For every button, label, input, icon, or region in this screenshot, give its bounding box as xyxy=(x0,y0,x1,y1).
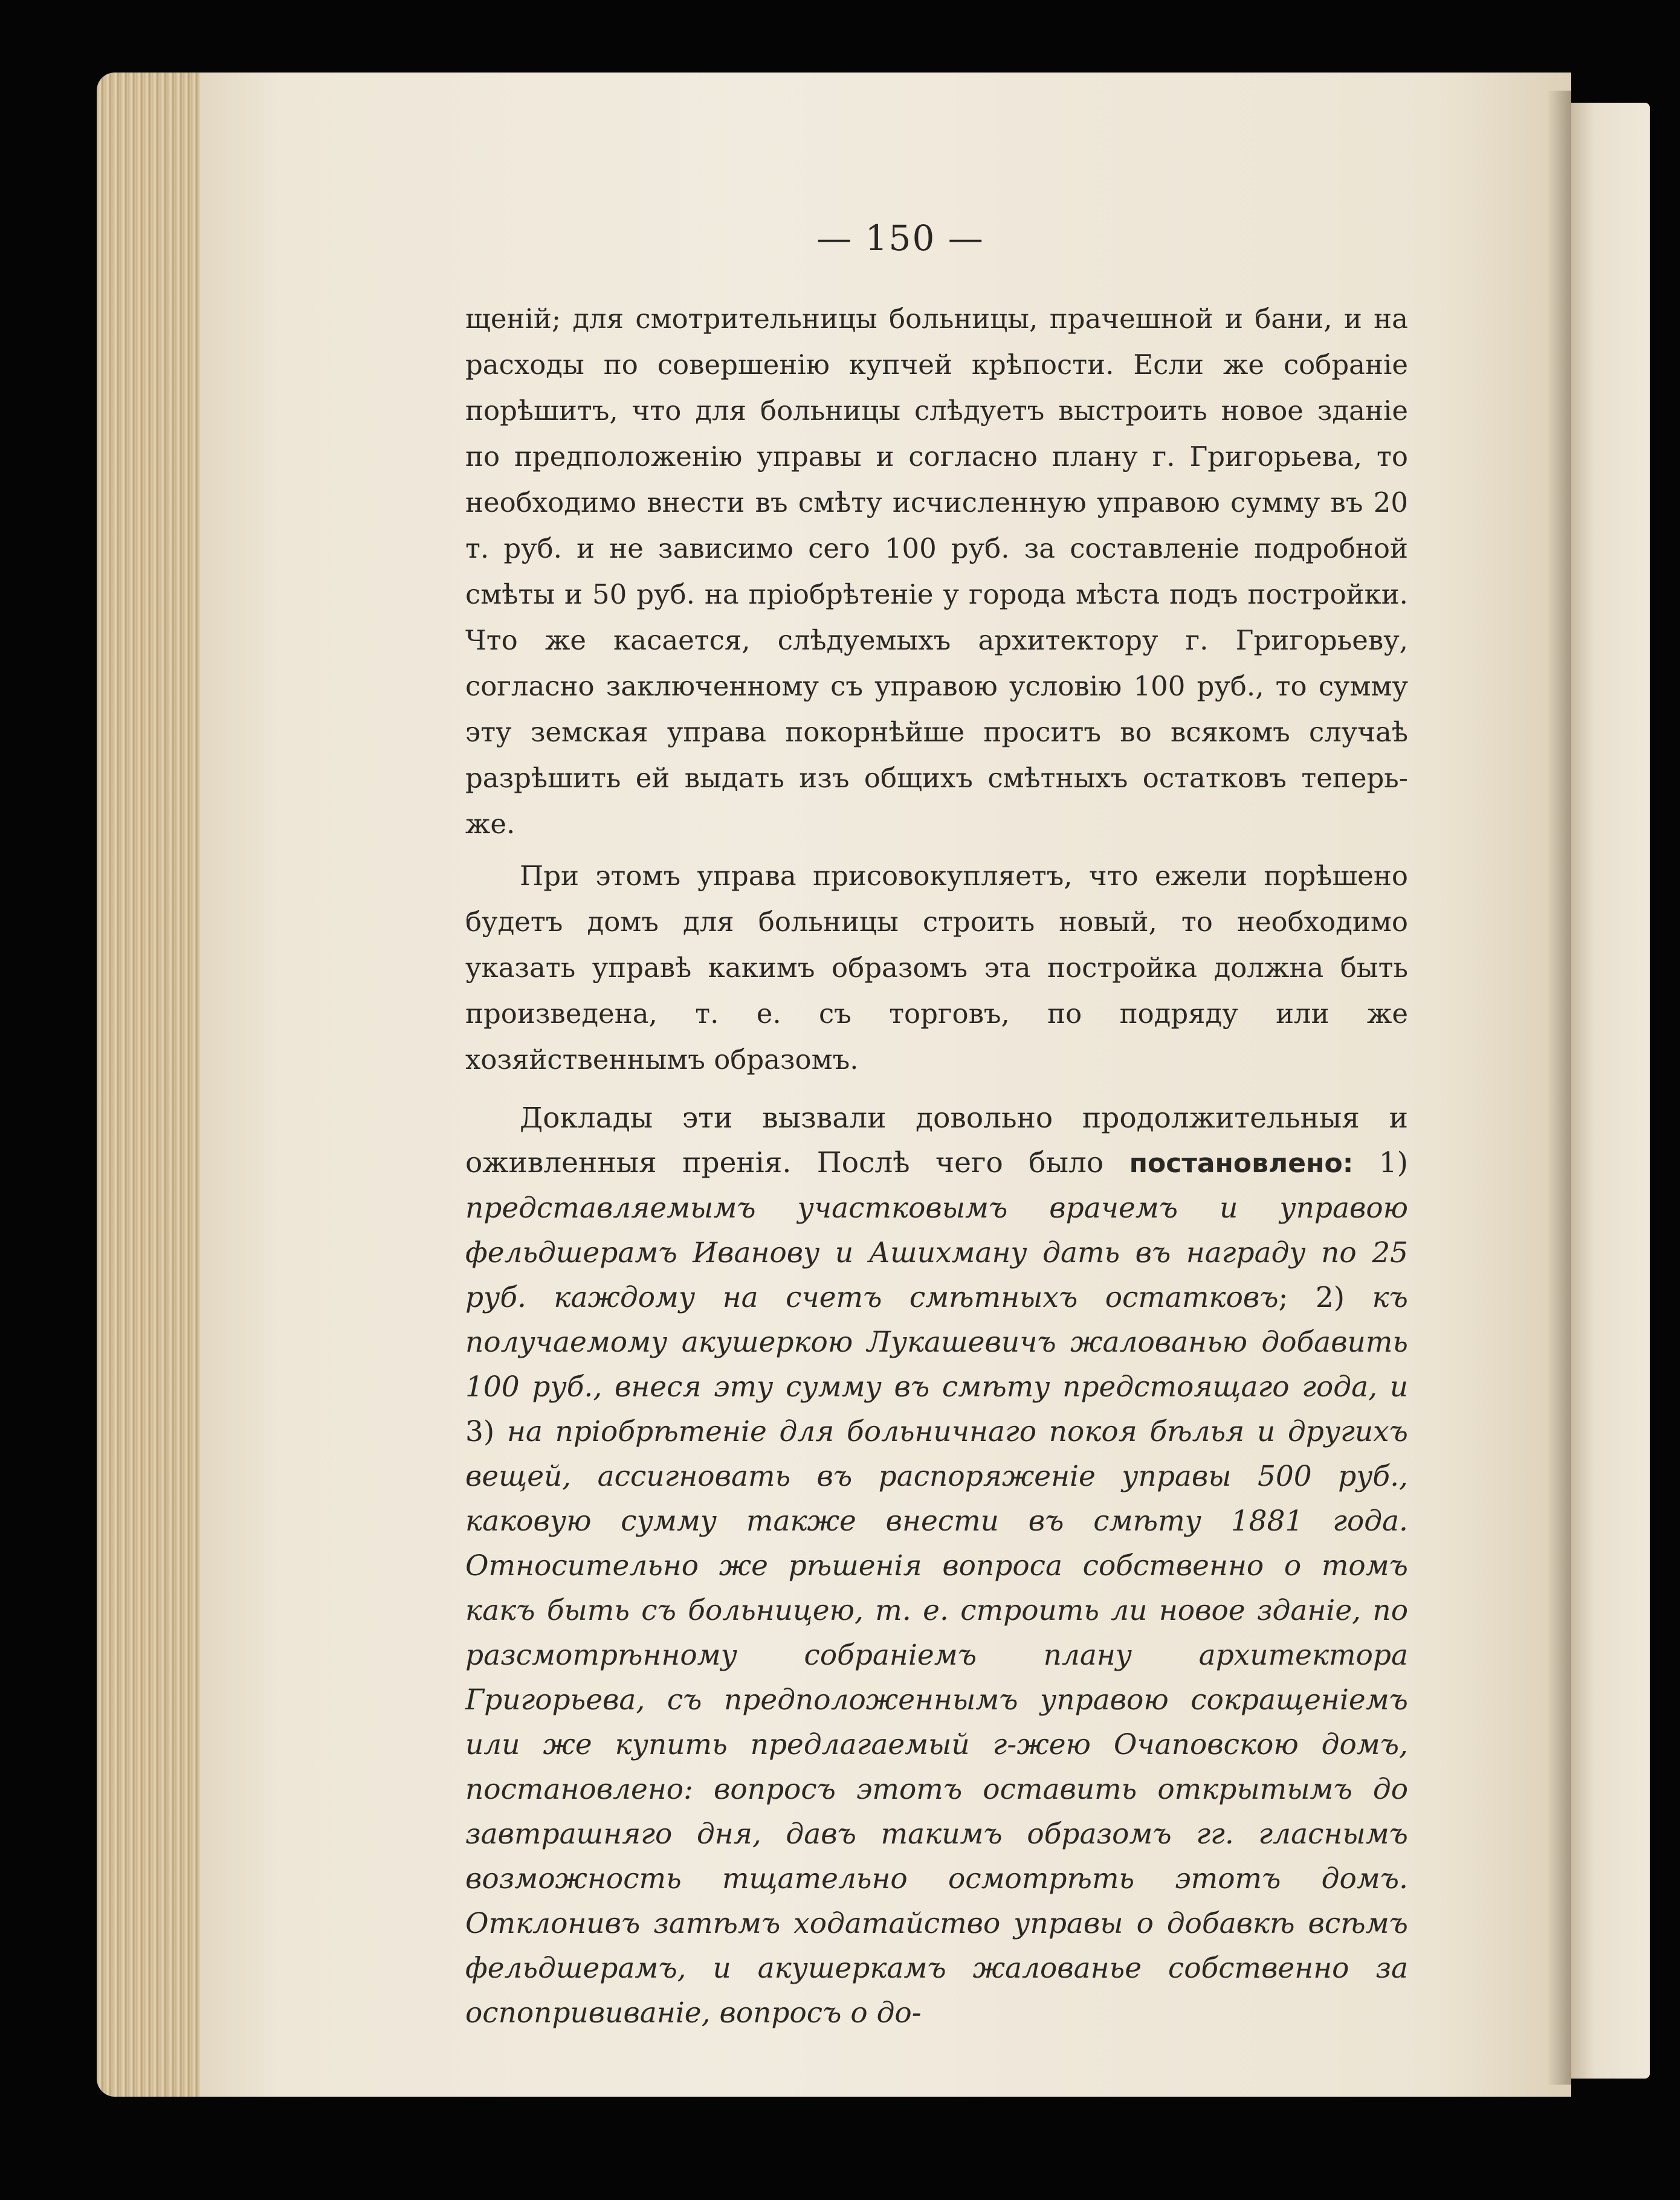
item-number-2: ; 2) xyxy=(1278,1281,1372,1314)
resolution-item-1: представляемымъ участковымъ врачемъ и управою фельдшерамъ Иванову и Ашихману дать въ награду по 25 руб. каждому на счетъ смѣтныхъ остатковъ xyxy=(465,1192,1408,1314)
item-number-1: 1) xyxy=(1353,1146,1408,1179)
resolution-keyword: постановлено: xyxy=(1129,1148,1354,1179)
paragraph-3-intro: Доклады эти вызвали довольно продолжительныя и оживленныя пренія. Послѣ чего было xyxy=(465,1102,1408,1179)
paragraph-2: При этомъ управа присовокупляетъ, что ежели порѣшено будетъ домъ для больницы строить новый, то необходимо указать управѣ какимъ образомъ эта постройка должна быть произведена, т. е. съ торговъ, по подряду или же хозяйственнымъ образомъ. xyxy=(465,860,1408,1076)
page-number: — 150 — xyxy=(816,218,984,259)
resolution-item-3: на пріобрѣтеніе для больничнаго покоя бѣлья и другихъ вещей, ассигновать въ распоряженіе управы 500 руб., каковую сумму также внести въ смѣту 1881 года. Относительно же рѣшенія вопроса собственно о томъ какъ быть съ больницею, т. е. строить ли новое зданіе, по разсмотрѣнному собраніемъ плану архитектора Григорьева, съ предположеннымъ управою сокращеніемъ или же купить предлагаемый г-жею Очаповскою домъ, постановлено: вопросъ этотъ оставить открытымъ до завтрашняго дня, давъ такимъ образомъ гг. гласнымъ возможность тщательно осмотрѣть этотъ домъ. Отклонивъ затѣмъ ходатайство управы о добавкѣ всѣмъ фельдшерамъ, и акушеркамъ жалованье собственно за оспопрививаніе, вопросъ о до- xyxy=(465,1415,1408,2030)
resolution-item-2: къ получаемому акушеркою Лукашевичъ жалованью добавить 100 руб., внеся эту сумму въ смѣту предстоящаго года, и xyxy=(465,1281,1408,1404)
next-page-edge xyxy=(1571,103,1650,2079)
item-number-3: 3) xyxy=(465,1415,507,1448)
paragraph-1: щеній; для смотрительницы больницы, прачешной и бани, и на расходы по совершенію купчей крѣпости. Если же собраніе порѣшитъ, что для больницы слѣдуетъ выстроить новое зданіе по предположенію управы и согласно плану г. Григорьева, то необходимо внести въ смѣту исчисленную управою сумму въ 20 т. руб. и не зависимо сего 100 руб. за составленіе подробной смѣты и 50 руб. на пріобрѣтеніе у города мѣста подъ постройки. Что же касается, слѣдуемыхъ архитектору г. Григорьеву, согласно заключенному съ управою условію 100 руб., то сумму эту земская управа покорнѣйше проситъ во всякомъ случаѣ разрѣшить ей выдать изъ общихъ смѣтныхъ остатковъ теперь-же. xyxy=(465,303,1408,840)
paragraph-3 xyxy=(465,1096,1408,2036)
page-gutter-shadow xyxy=(1547,91,1571,2085)
body-text xyxy=(465,296,1408,2036)
